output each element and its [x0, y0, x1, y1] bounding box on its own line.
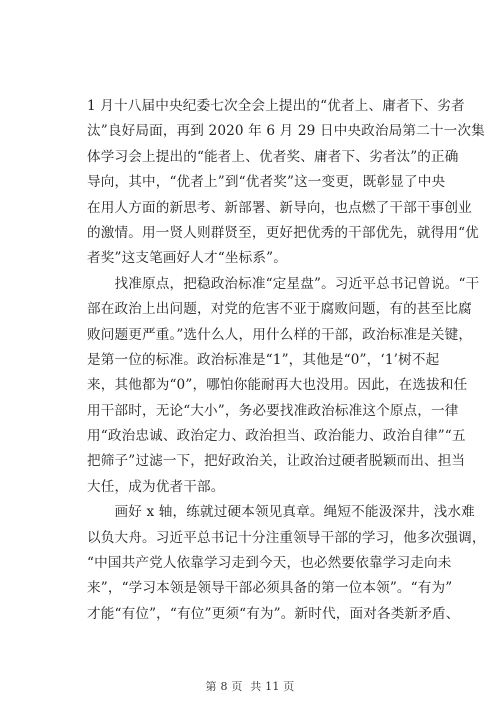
text-line: 才能“有位”，“有位”更须“有为”。新时代，面对各类新矛盾、: [87, 605, 460, 622]
text-line: 以负大舟。习近平总书记十分注重领导干部的学习，他多次强调，: [87, 529, 486, 546]
text-line: 体学习会上提出的“能者上、优者奖、庸者下、劣者汰”的正确: [87, 148, 459, 165]
page-footer: [0, 678, 500, 694]
text-line: 汰”良好局面，再到 2020 年 6 月 29 日中央政治局第二十一次集: [87, 123, 485, 140]
text-line: 者奖”这支笔画好人才“坐标系”。: [87, 250, 287, 267]
text-line: “中国共产党人依靠学习走到今天，也必然要依靠学习走向未: [87, 555, 452, 572]
page-total: 共 11 页: [250, 680, 295, 693]
text-line: 来”，“学习本领是领导干部必须具备的第一位本领”。“有为”: [87, 580, 453, 597]
document-body: [87, 94, 486, 627]
text-line: 导向，其中，“优者上”到“优者奖”这一变更，既彰显了中央: [87, 174, 446, 191]
text-line: 大任，成为优者干部。: [87, 478, 225, 495]
text-line: 部在政治上出问题，对党的危害不亚于腐败问题，有的甚至比腐: [87, 301, 472, 318]
text-line: 把筛子”过滤一下，把好政治关，让政治过硬者脱颖而出、担当: [87, 453, 466, 470]
text-line: 是第一位的标准。政治标准是“1”，其他是“0”，‘1’树不起: [87, 351, 440, 368]
text-line: 的激情。用一贤人则群贤至，更好把优秀的干部优先，就得用“优: [87, 224, 479, 241]
text-line: 画好 x 轴，练就过硬本领见真章。绳短不能汲深井，浅水难: [87, 504, 475, 521]
text-line: 来，其他都为“0”，哪怕你能耐再大也没用。因此，在选拔和任: [87, 377, 468, 394]
text-line: 败问题更严重。”选什么人，用什么样的干部，政治标准是关键，: [87, 326, 473, 343]
page-number: 第 8 页: [205, 680, 243, 693]
text-line: 用“政治忠诚、政治定力、政治担当、政治能力、政治自律”“五: [87, 428, 466, 445]
text-line: 用干部时，无论“大小”，务必要找准政治标准这个原点，一律: [87, 402, 459, 419]
text-line: 在用人方面的新思考、新部署、新导向，也点燃了干部干事创业: [87, 199, 472, 216]
text-line: 找准原点，把稳政治标准“定星盘”。习近平总书记曾说。“干: [87, 275, 480, 292]
text-line: 1 月十八届中央纪委七次全会上提出的“优者上、庸者下、劣者: [87, 98, 465, 114]
